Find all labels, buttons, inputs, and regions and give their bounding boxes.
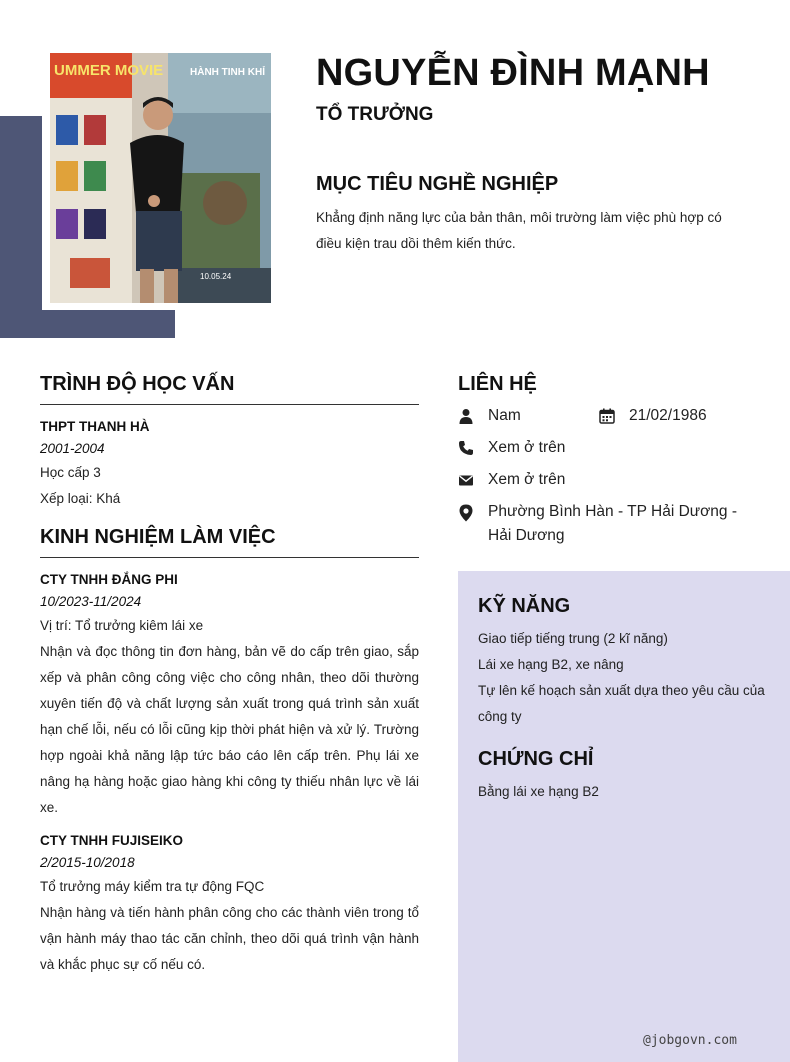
person-icon [458, 408, 474, 424]
contact-row-phone [458, 436, 758, 468]
poster-right-text: HÀNH TINH KHỈ [190, 67, 265, 78]
certificates-title: CHỨNG CHỈ [478, 748, 594, 770]
skill-item: Tự lên kế hoạch sản xuất dựa theo yêu cầu của công ty [478, 683, 765, 724]
contact-address: Phường Bình Hàn - TP Hải Dương - Hải Dương [488, 503, 738, 544]
job-period: 10/2023-11/2024 [40, 594, 142, 609]
skills-title: KỸ NĂNG [478, 595, 571, 617]
contact-row-address [458, 500, 758, 556]
skills-panel [458, 571, 790, 1062]
watermark: @jobgovn.com [643, 1033, 737, 1048]
job-role: Tổ trưởng máy kiểm tra tự động FQC [40, 879, 265, 894]
candidate-position: TỔ TRƯỞNG [316, 104, 434, 125]
profile-photo-illustration [50, 53, 271, 303]
candidate-name: NGUYỄN ĐÌNH MẠNH [316, 52, 710, 94]
objective-text: Khẳng định năng lực của bản thân, môi trường làm việc phù hợp có điều kiện trau dồi thêm kiến thức. [316, 210, 722, 251]
contact-birthday: 21/02/1986 [629, 407, 707, 424]
skill-item: Giao tiếp tiếng trung (2 kĩ năng) [478, 631, 668, 646]
job-company: CTY TNHH FUJISEIKO [40, 833, 184, 848]
contact-email: Xem ở trên [488, 471, 566, 488]
contact-row-gender-birthday [458, 404, 758, 436]
education-level: Học cấp 3 [40, 465, 101, 480]
education-title: TRÌNH ĐỘ HỌC VẤN [40, 373, 419, 405]
education-period: 2001-2004 [40, 441, 105, 456]
job-description: Nhận và đọc thông tin đơn hàng, bản vẽ do cấp trên giao, sắp xếp và phân công công việc cho công nhân, theo dõi thường xuyên tiến độ và chất lượng sản xuất trong quá trình sản xuất hạn chế lỗi, nếu có lỗi cũng kịp thời phát hiện và xử lý. Trường hợp ngoài khả năng lập tức báo cáo lên cấp trên. Phụ lái xe nâng hạ hàng hoặc giao hàng khi công ty thiếu nhân lực về lái xe. [40, 644, 419, 815]
contact-row-email [458, 468, 758, 500]
education-grade: Xếp loại: Khá [40, 491, 121, 506]
left-column [40, 373, 419, 988]
job-company: CTY TNHH ĐẮNG PHI [40, 572, 178, 587]
location-pin-icon [458, 504, 474, 520]
contact-section [458, 373, 758, 556]
experience-entry [40, 570, 419, 821]
skill-item: Lái xe hạng B2, xe nâng [478, 657, 624, 672]
job-role: Vị trí: Tổ trưởng kiêm lái xe [40, 618, 204, 633]
phone-icon [458, 440, 474, 456]
certificate-item: Bằng lái xe hạng B2 [478, 784, 599, 799]
calendar-icon [599, 408, 615, 424]
experience-title: KINH NGHIỆM LÀM VIỆC [40, 526, 419, 558]
job-description: Nhận hàng và tiến hành phân công cho các thành viên trong tổ vận hành máy thao tác căn chỉnh, theo dõi quá trình vận hành và khắc phục sự cố nếu có. [40, 905, 419, 972]
contact-gender: Nam [488, 407, 521, 424]
education-school: THPT THANH HÀ [40, 419, 150, 434]
contact-title: LIÊN HỆ [458, 373, 537, 395]
skills-panel-content [478, 595, 768, 805]
profile-photo [50, 53, 271, 303]
poster-date-text: 10.05.24 [200, 272, 232, 281]
experience-entry [40, 831, 419, 978]
poster-left-text: UMMER MOVIE [54, 62, 164, 79]
mail-icon [458, 472, 474, 488]
contact-phone: Xem ở trên [488, 439, 566, 456]
job-period: 2/2015-10/2018 [40, 855, 135, 870]
education-entry [40, 417, 419, 512]
objective-title: MỤC TIÊU NGHỀ NGHIỆP [316, 173, 559, 195]
